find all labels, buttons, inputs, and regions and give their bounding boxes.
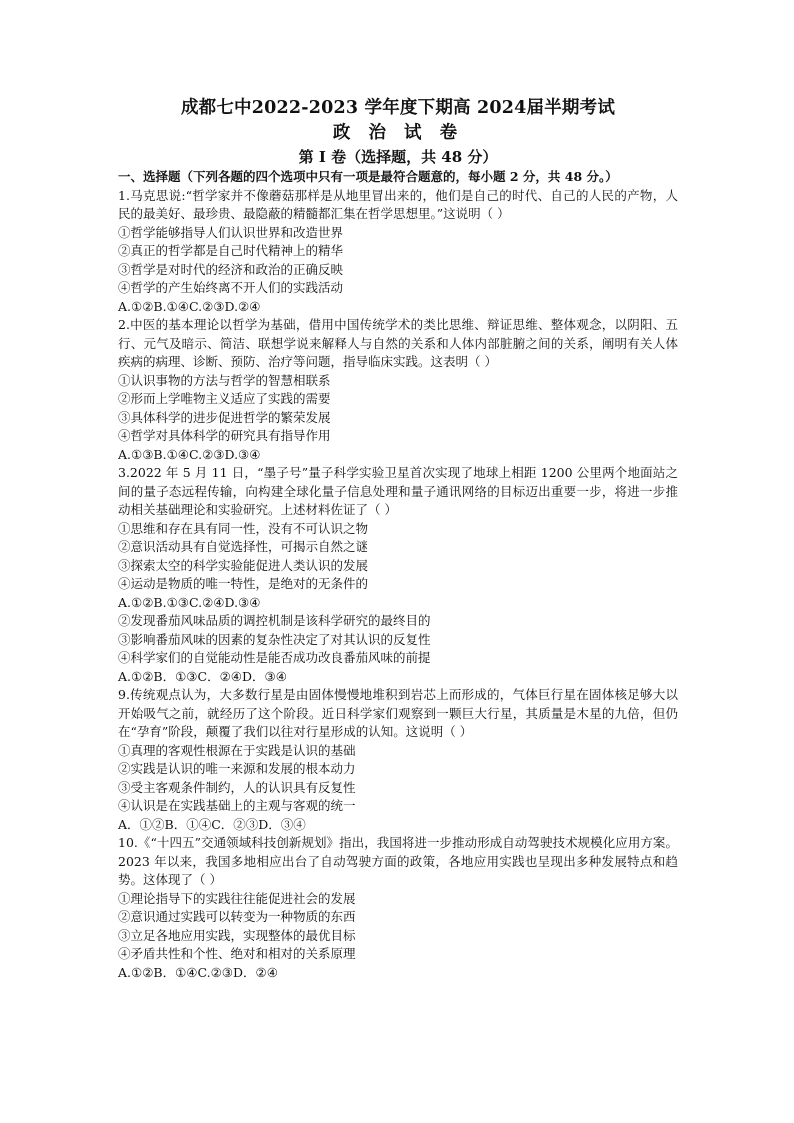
answer-choices: A.①③B.①④C.②③D.③④ (118, 446, 261, 462)
question-option: ③影响番茄风味的因素的复杂性决定了对其认识的反复性 (118, 631, 431, 647)
question-option: ④运动是物质的唯一特性，是绝对的无条件的 (118, 576, 369, 591)
question-option: ①认识事物的方法与哲学的智慧相联系 (118, 372, 331, 388)
question-option: ②意识通过实践可以转变为一种物质的东西 (118, 909, 356, 924)
question-option: ②实践是认识的唯一来源和发展的根本动力 (118, 761, 356, 776)
question-stem: 2.中医的基本理论以哲学为基础，借用中国传统学术的类比思维、辩证思维、整体观念，以阴阳、五行、元气及暗示、简洁、联想学说来解释人与自然的关系和人体内部脏腑之间的关系，阐明有关人体疾病的病理、诊断、预防、治疗等问题，指导临床实践。这表明（ ） (118, 317, 678, 369)
exam-title: 成都七中2022-2023 学年度下期高 2024届半期考试 (180, 98, 616, 118)
question-option: ④哲学的产生始终离不开人们的实践活动 (118, 280, 344, 295)
question-option: ④认识是在实践基础上的主观与客观的统一 (118, 798, 356, 813)
question-option: ②意识活动具有自觉选择性，可揭示自然之谜 (118, 539, 369, 554)
question-3 (118, 464, 678, 612)
question-stem: 1.马克思说:“哲学家并不像蘑菇那样是从地里冒出来的，他们是自己的时代、自己的人民的产物，人民的最美好、最珍贵、最隐蔽的精髓都汇集在哲学思想里。”这说明（ ） (118, 187, 678, 221)
section-title: 第 I 卷（选择题，共 48 分） (298, 148, 498, 166)
question-1 (118, 187, 678, 317)
question-option: ①哲学能够指导人们认识世界和改造世界 (118, 224, 344, 240)
question-option: ③具体科学的进步促进哲学的繁荣发展 (118, 409, 331, 425)
question-option: ②真正的哲学都是自己时代精神上的精华 (118, 243, 344, 258)
question-stem: 10.《“十四五”交通领域科技创新规划》指出，我国将进一步推动形成自动驾驶技术规模化应用方案。2023 年以来，我国多地相应出台了自动驾驶方面的政策，各地应用实践也呈现出多种发展特点和趋势。这体现了（ ） (118, 835, 678, 887)
question-2 (118, 316, 678, 464)
question-option: ①理论指导下的实践往往能促进社会的发展 (118, 890, 356, 906)
exam-subtitle: 政 治 试 卷 (332, 123, 464, 143)
question-option: ④科学家们的自觉能动性是能否成功改良番茄风味的前提 (118, 650, 431, 665)
exam-page (118, 96, 678, 982)
answer-choices: A．①②B．①④C．②③D．③④ (118, 816, 306, 832)
answer-choices: A.①②B．①③C．②④D．③④ (118, 668, 287, 684)
question-10 (118, 834, 678, 982)
question-option: ③立足各地应用实践，实现整体的最优目标 (118, 927, 356, 943)
question-9 (118, 686, 678, 834)
question-option: ④哲学对具体科学的研究具有指导作用 (118, 428, 331, 443)
section-instruction: 一、选择题（下列各题的四个选项中只有一项是最符合题意的，每小题 2 分，共 48 分。） (118, 169, 618, 184)
question-option: ①真理的客观性根源在于实践是认识的基础 (118, 742, 356, 758)
answer-choices: A.①②B.①③C.②④D.③④ (118, 594, 261, 610)
question-option: ③哲学是对时代的经济和政治的正确反映 (118, 261, 344, 277)
question-option: ②形而上学唯物主义适应了实践的需要 (118, 391, 331, 406)
question-option: ④矛盾共性和个性、绝对和相对的关系原理 (118, 946, 356, 961)
question-option: ③受主客观条件制约，人的认识具有反复性 (118, 779, 356, 795)
question-option: ①思维和存在具有同一性，没有不可认识之物 (118, 520, 369, 536)
question-option: ②发现番茄风味品质的调控机制是该科学研究的最终目的 (118, 613, 431, 628)
answer-choices: A.①②B．①④C.②③D．②④ (118, 964, 278, 980)
question-stem: 9.传统观点认为，大多数行星是由固体慢慢地堆积到岩芯上而形成的，气体巨行星在固体核足够大以开始吸气之前，就经历了这个阶段。近日科学家们观察到一颗巨大行星，其质量是木星的九倍，但仍在“孕育”阶段，颠覆了我们以往对行星形成的认知。这说明（ ） (118, 687, 678, 739)
question-option: ③探索太空的科学实验能促进人类认识的发展 (118, 557, 369, 573)
question-stem: 3.2022 年 5 月 11 日，“墨子号”量子科学实验卫星首次实现了地球上相距 1200 公里两个地面站之间的量子态远程传输，向构建全球化量子信息处理和量子通讯网络的目标迈出重要一步，将进一步推动相关基础理论和实验研究。上述材料佐证了（ ） (118, 465, 678, 517)
question-fragment (118, 612, 678, 686)
answer-choices: A.①②B.①④C.②③D.②④ (118, 298, 261, 314)
